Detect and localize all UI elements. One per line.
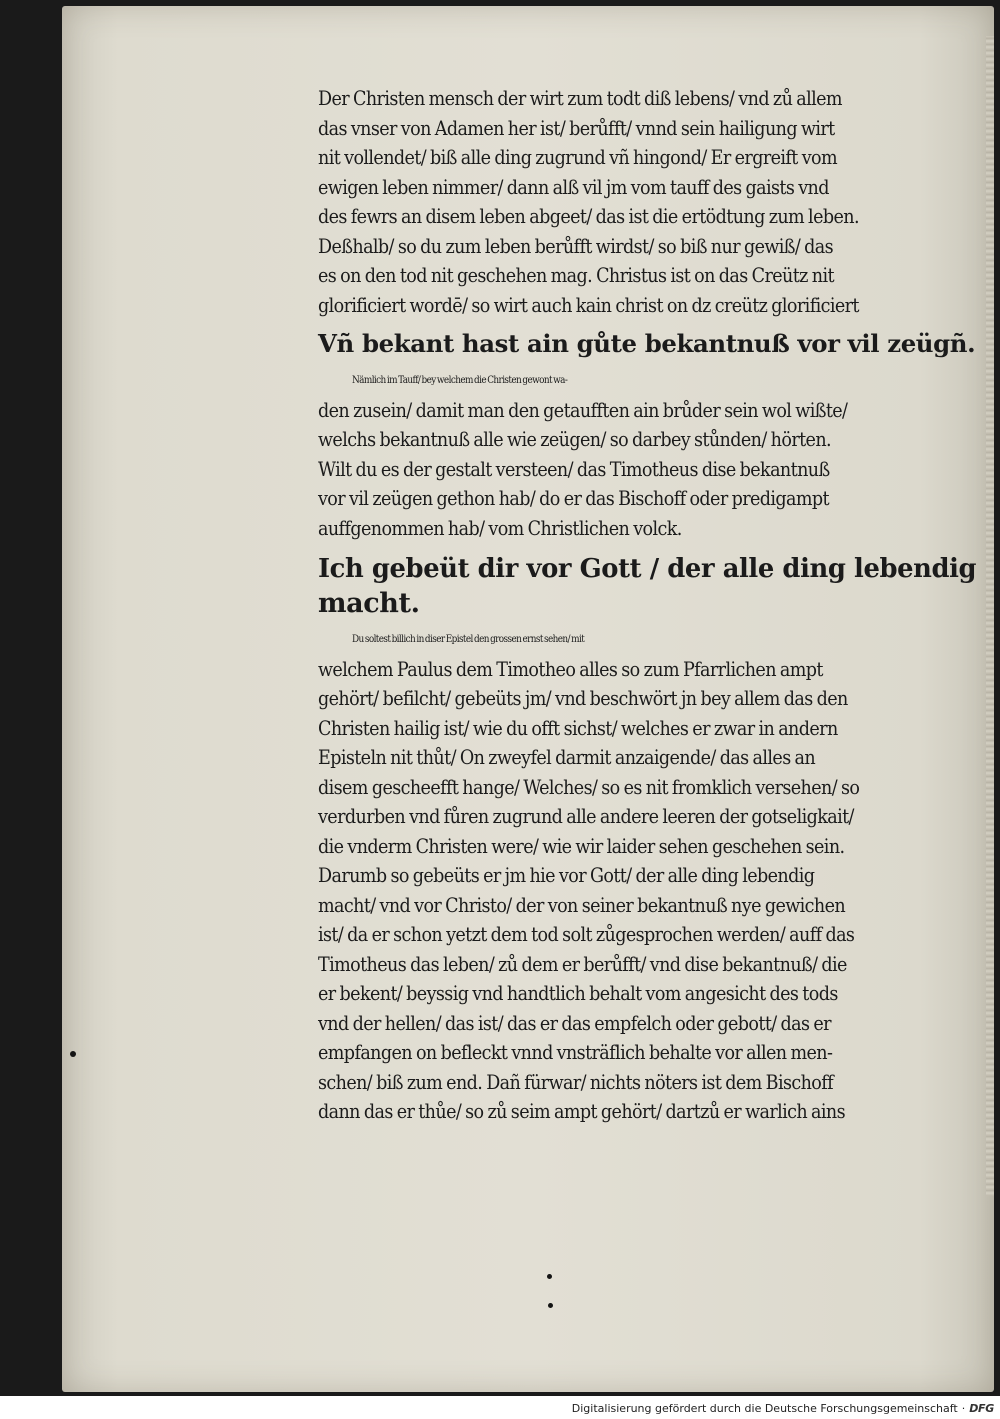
text-line: welchem Paulus dem Timotheo alles so zum Pfarrlichen ampt bbox=[318, 657, 823, 681]
text-line: welchs bekantnuß alle wie zeügen/ so darbey stůnden/ hörten. bbox=[318, 428, 831, 451]
text-line: den zusein/ damit man den getaufften ain brůder sein wol wißte/ bbox=[318, 398, 848, 422]
text-line: empfangen on befleckt vnnd vnsträflich behalte vor allen men- bbox=[318, 1041, 833, 1064]
ink-dot-left bbox=[70, 1051, 76, 1057]
text-line: das vnser von Adamen her ist/ berůfft/ vnnd sein hailigung wirt bbox=[318, 116, 835, 140]
text-line: auffgenommen hab/ vom Christlichen volck. bbox=[318, 516, 682, 540]
credit-text: Digitalisierung gefördert durch die Deutsche Forschungsgemeinschaft bbox=[571, 1401, 958, 1415]
page-edge-shadow bbox=[986, 36, 994, 1196]
text-line: nit vollendet/ biß alle ding zugrund vñ hingond/ Er ergreift vom bbox=[318, 146, 838, 169]
paragraph-middle bbox=[318, 366, 980, 543]
text-line: schen/ biß zum end. Dañ fürwar/ nichts nöters ist dem Bischoff bbox=[318, 1070, 834, 1094]
ink-dot-bottom-2 bbox=[548, 1303, 553, 1308]
section-heading-1: Vñ bekant hast ain gůte bekantnuß vor vil zeügñ. bbox=[318, 329, 976, 358]
text-column bbox=[318, 84, 980, 1127]
dfg-logo-icon: DFG bbox=[969, 1401, 994, 1415]
text-line: gehört/ befilcht/ gebeüts jm/ vnd beschwört jn bey allem das den bbox=[318, 687, 848, 710]
text-line: vor vil zeügen gethon hab/ do er das Bischoff oder predigampt bbox=[318, 487, 829, 510]
digitization-credit bbox=[572, 1399, 994, 1417]
paragraph-bottom bbox=[318, 625, 980, 1127]
paragraph-top bbox=[318, 84, 980, 320]
text-line: vnd der hellen/ das ist/ das er das empfelch oder gebott/ das er bbox=[318, 1011, 831, 1035]
text-line: des fewrs an disem leben abgeet/ das ist die ertödtung zum leben. bbox=[318, 205, 859, 228]
text-line: Der Christen mensch der wirt zum todt diß lebens/ vnd zů allem bbox=[318, 87, 842, 110]
text-line: ewigen leben nimmer/ dann alß vil jm vom tauff des gaists vnd bbox=[318, 175, 829, 199]
text-line: er bekent/ beyssig vnd handtlich behalt vom angesicht des tods bbox=[318, 982, 838, 1005]
section-heading-2: Ich gebeüt dir vor Gott / der alle ding lebendig bbox=[318, 554, 977, 584]
text-line: verdurben vnd fůren zugrund alle andere leeren der gotseligkait/ bbox=[318, 805, 854, 828]
section-heading-2-continued: macht. bbox=[318, 588, 420, 619]
text-line: Timotheus das leben/ zů dem er berůfft/ vnd dise bekantnuß/ die bbox=[318, 952, 847, 976]
text-line: ist/ da er schon yetzt dem tod solt zůgesprochen werden/ auff das bbox=[318, 923, 855, 946]
text-line: Episteln nit thůt/ On zweyfel darmit anzaigende/ das alles an bbox=[318, 746, 816, 769]
text-line: es on den tod nit geschehen mag. Christus ist on das Creütz nit bbox=[318, 264, 834, 287]
text-line: die vnderm Christen were/ wie wir laider sehen geschehen sein. bbox=[318, 834, 845, 858]
text-line: macht/ vnd vor Christo/ der von seiner bekantnuß nye gewichen bbox=[318, 893, 846, 917]
text-line: Christen hailig ist/ wie du offt sichst/ welches er zwar in andern bbox=[318, 716, 838, 740]
text-line: Du soltest billich in diser Epistel den grossen ernst sehen/ mit bbox=[352, 634, 585, 645]
text-line: Darumb so gebeüts er jm hie vor Gott/ der alle ding lebendig bbox=[318, 864, 815, 887]
credit-separator: · bbox=[961, 1401, 966, 1415]
text-line: glorificiert wordē/ so wirt auch kain christ on dz creütz glorificiert bbox=[318, 293, 859, 317]
text-line: Wilt du es der gestalt versteen/ das Timotheus dise bekantnuß bbox=[318, 457, 830, 481]
text-line: Nämlich im Tauff/ bey welchem die Christen gewont wa- bbox=[352, 375, 568, 386]
text-line: dann das er thůe/ so zů seim ampt gehört/ dartzů er warlich ains bbox=[318, 1100, 846, 1123]
text-line: Deßhalb/ so du zum leben berůfft wirdst/ so biß nur gewiß/ das bbox=[318, 234, 834, 258]
ink-dot-bottom-1 bbox=[547, 1274, 552, 1279]
text-line: disem gescheefft hange/ Welches/ so es nit fromklich versehen/ so bbox=[318, 775, 860, 799]
